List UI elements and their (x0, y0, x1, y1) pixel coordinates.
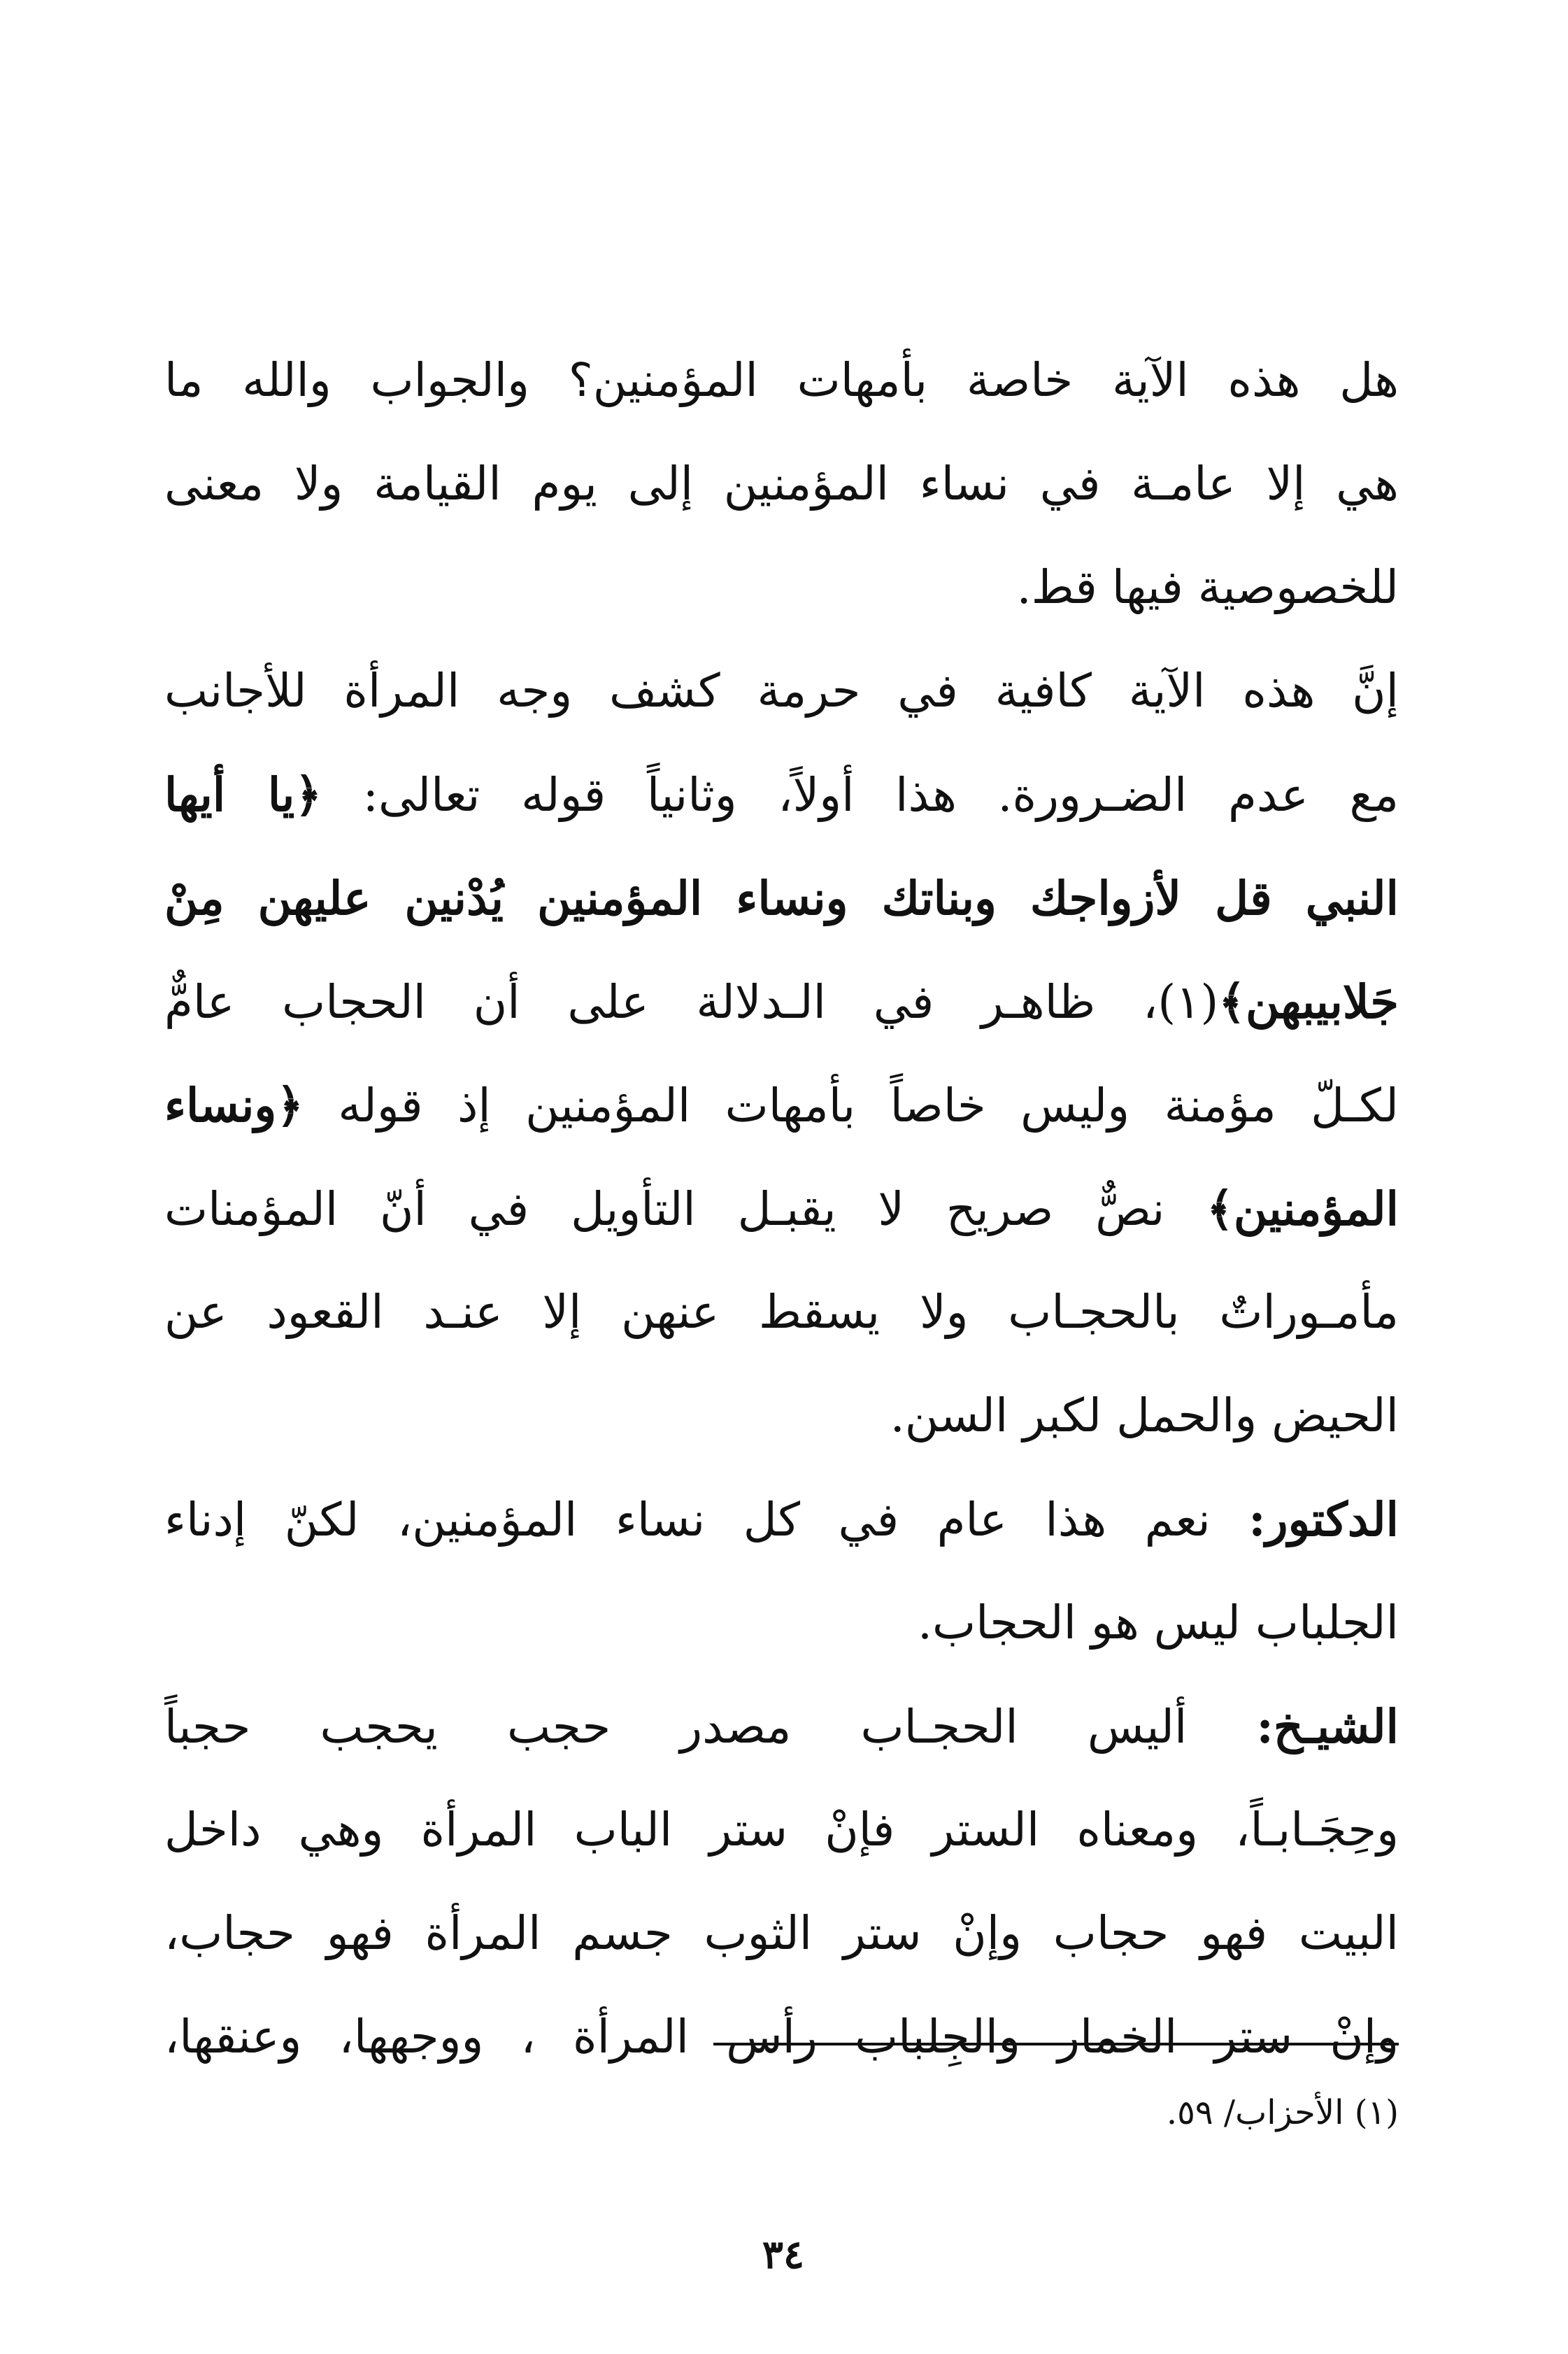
line-text: النبي قل لأزواجك وبناتك ونساء المؤمنين يُدْنين عليهن مِنْ (164, 871, 1399, 926)
text-line (164, 639, 1399, 743)
text-line (164, 1571, 1399, 1675)
text-line (164, 1261, 1399, 1364)
line-text: هل هذه الآية خاصة بأمهات المؤمنين؟ والجواب والله ما (164, 353, 1399, 407)
text-line (164, 1157, 1399, 1261)
text-line (164, 432, 1399, 536)
text-line (164, 846, 1399, 950)
line-text: للخصوصية فيها قط. (1016, 560, 1399, 614)
line-text: الحيض والحمل لكبر السن. (890, 1389, 1399, 1442)
line-text: وإنْ ستر الخمار والجِلباب رأس المرأة ، ووجهها، وعنقها، (164, 2010, 1399, 2064)
bold-text: الشيـخ: (1256, 1699, 1399, 1754)
text-line (164, 950, 1399, 1054)
line-text: مأمـوراتٌ بالحجـاب ولا يسقط عنهن إلا عنـد القعود عن (164, 1285, 1399, 1339)
text-line (164, 1675, 1399, 1778)
text-line (164, 1054, 1399, 1157)
bold-text: المؤمنين﴾ (1206, 1182, 1399, 1236)
body-text (164, 329, 1399, 2089)
text-line (164, 1985, 1399, 2089)
text-line (164, 1778, 1399, 1882)
bold-text: ﴿يا أيها (164, 767, 322, 822)
line-text: الجلباب ليس هو الحجاب. (918, 1596, 1399, 1650)
footnote-separator (713, 2043, 1399, 2045)
line-text: وحِجَـابـاً، ومعناه الستر فإنْ ستر الباب المرأة وهي داخل (164, 1803, 1399, 1857)
line-text: البيت فهو حجاب وإنْ ستر الثوب جسم المرأة فهو حجاب، (164, 1906, 1399, 1960)
line-text: لكـلّ مؤمنة وليس خاصاً بأمهات المؤمنين إذ قوله (303, 1079, 1399, 1133)
line-text: إنَّ هذه الآية كافية في حرمة كشف وجه المرأة للأجانب (164, 664, 1399, 718)
bold-text: جَلابيبهن﴾ (1218, 974, 1399, 1029)
text-line (164, 1468, 1399, 1571)
page-number: ٣٤ (762, 2232, 805, 2278)
line-text: نصٌّ صريح لا يقبـل التأويل في أنّ المؤمنات (164, 1182, 1207, 1236)
text-line (164, 329, 1399, 432)
line-text: هي إلا عامـة في نساء المؤمنين إلى يوم القيامة ولا معنى (164, 457, 1399, 511)
line-text: (١)، ظاهـر في الـدلالة على أن الحجاب عامٌّ (164, 975, 1219, 1029)
line-text: نعم هذا عام في كل نساء المؤمنين، لكنّ إدناء (164, 1493, 1249, 1547)
line-text: مع عدم الضـرورة. هذا أولاً، وثانياً قوله تعالى: (322, 768, 1399, 822)
text-line (164, 536, 1399, 639)
bold-text: ﴿ونساء (164, 1078, 304, 1133)
line-text: أليس الحجـاب مصدر حجب يحجب حجباً (164, 1700, 1257, 1754)
footnote: (١) الأحزاب/ ٥٩. (1166, 2093, 1399, 2132)
bold-text: الدكتور: (1248, 1492, 1399, 1547)
text-line (164, 743, 1399, 846)
text-line (164, 1364, 1399, 1468)
text-line (164, 1882, 1399, 1985)
